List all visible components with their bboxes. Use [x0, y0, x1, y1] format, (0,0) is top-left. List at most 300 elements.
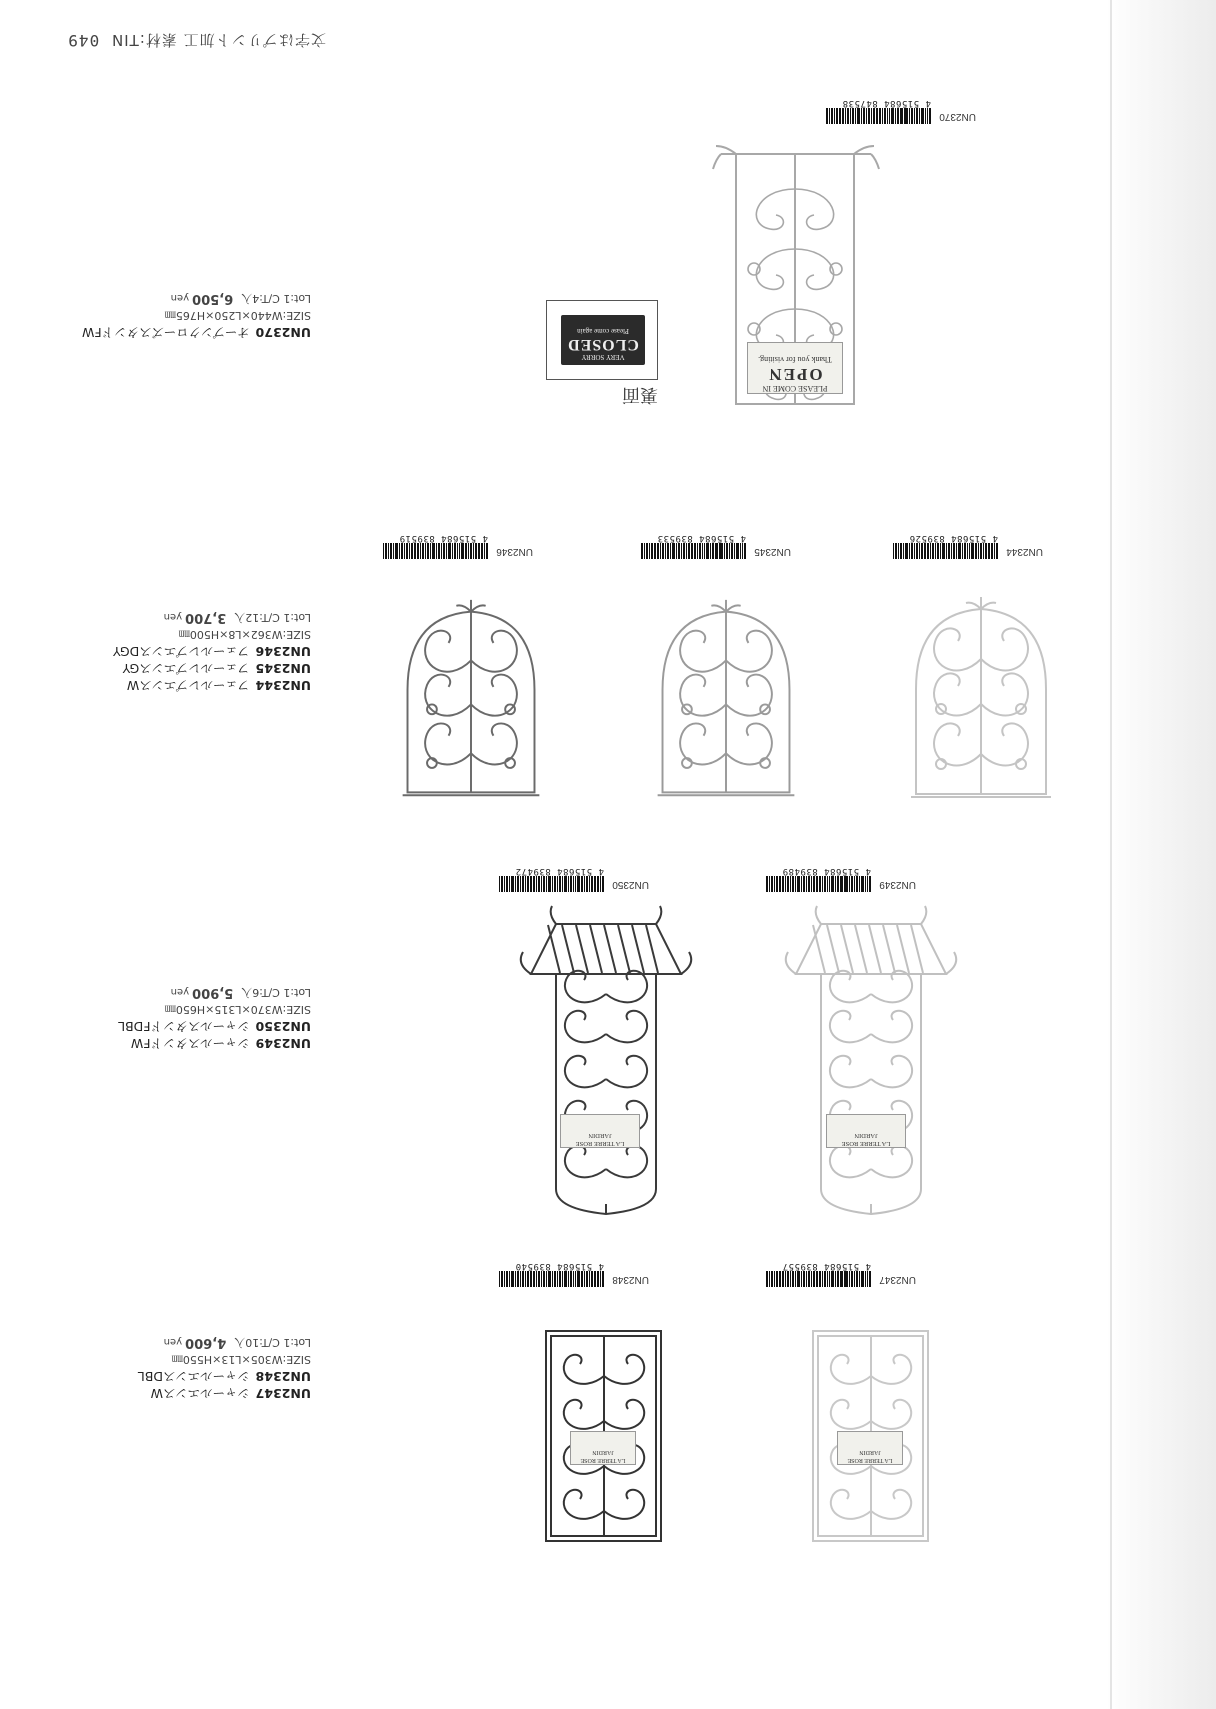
product-image-un2344 — [906, 594, 1056, 809]
barcode-bar — [849, 1271, 851, 1287]
barcode-bar — [470, 543, 472, 559]
barcode-bar — [594, 876, 596, 892]
barcode-bar — [436, 543, 437, 559]
barcode-bar — [900, 543, 902, 559]
barcode-bar — [432, 543, 435, 559]
barcode-bar — [958, 543, 961, 559]
barcode-bar — [771, 1271, 773, 1287]
plaque-line: LA TERRE ROSE — [847, 1457, 893, 1463]
barcode-bar — [406, 543, 408, 559]
open-stand-drawing — [701, 139, 876, 439]
barcode-bar — [736, 543, 739, 559]
barcode-bar — [734, 543, 735, 559]
barcode-bar — [978, 543, 979, 559]
barcode-bar — [541, 876, 542, 892]
product-image-un2370 — [701, 139, 876, 439]
barcode-bar — [851, 1271, 853, 1287]
barcode-bar — [857, 108, 860, 124]
barcode-bar — [527, 876, 529, 892]
closed-sign-frame — [546, 300, 658, 380]
plaque-un2348 — [570, 1431, 636, 1465]
barcode-bars — [498, 1261, 604, 1287]
plaque-un2347 — [837, 1431, 903, 1465]
item-name: フェールレプエンスDGY — [112, 644, 250, 659]
barcode-bar — [536, 1271, 537, 1287]
barcode-bar — [935, 543, 936, 559]
barcode-bar — [769, 876, 770, 892]
barcode-bar — [771, 876, 773, 892]
barcode-bar — [641, 543, 643, 559]
barcode-bar — [829, 876, 831, 892]
sku-label: UN2349 — [879, 879, 916, 890]
barcode-bar — [991, 543, 993, 559]
barcode-bar — [744, 543, 746, 559]
barcode-bar — [573, 1271, 574, 1287]
barcode-bar — [676, 543, 677, 559]
barcode-bar — [461, 543, 463, 559]
barcode-bar — [826, 108, 828, 124]
barcode-bar — [644, 543, 645, 559]
barcode-bar — [520, 1271, 521, 1287]
barcode-bar — [903, 108, 904, 124]
barcode-bar — [909, 543, 910, 559]
barcode-bar — [843, 1271, 844, 1287]
barcode-bar — [385, 543, 387, 559]
product-image-un2346 — [396, 597, 546, 807]
barcode-bar — [854, 1271, 855, 1287]
barcode-bar — [844, 876, 847, 892]
sign-line: Please come again — [577, 327, 629, 335]
item-price: 5,900 — [192, 985, 234, 1000]
barcode-bar — [729, 543, 730, 559]
barcode-bar — [904, 108, 907, 124]
barcode-bar — [506, 1271, 508, 1287]
item-info-un2347 — [138, 1333, 311, 1402]
header-title: 文字はプリント加工 素材:TIN — [110, 31, 326, 49]
sign-line: PLEASE COME IN — [762, 384, 828, 393]
barcode-digits: 4 515684 839533 — [657, 533, 746, 543]
price-unit: yen — [170, 986, 190, 997]
barcode-bar — [867, 876, 869, 892]
barcode-bar — [831, 108, 833, 124]
barcode-bar — [649, 543, 651, 559]
barcode-bar — [586, 1271, 588, 1287]
barcode-bar — [719, 543, 722, 559]
barcode-bar — [657, 543, 659, 559]
barcode-bar — [504, 876, 505, 892]
plaque-line: JARDIN — [854, 1132, 878, 1139]
barcode-bar — [785, 1271, 787, 1287]
barcode-bar — [861, 1271, 864, 1287]
barcode-bar — [930, 543, 931, 559]
barcode-bar — [740, 543, 741, 559]
barcode-bar — [834, 108, 836, 124]
barcode-bar — [808, 876, 810, 892]
barcode-bar — [686, 543, 687, 559]
barcode-bars — [498, 866, 604, 892]
barcode-bar — [552, 1271, 553, 1287]
barcode-bar — [795, 876, 796, 892]
barcode-bar — [404, 543, 405, 559]
barcode-bar — [559, 876, 561, 892]
barcode-bar — [854, 876, 855, 892]
barcode-bar — [575, 1271, 577, 1287]
barcode-bars — [382, 533, 488, 559]
barcode-bar — [835, 1271, 837, 1287]
barcode-bar — [911, 543, 913, 559]
barcode-bar — [975, 543, 977, 559]
barcode-bar — [546, 1271, 548, 1287]
barcode-bar — [850, 108, 851, 124]
barcode-bar — [501, 1271, 503, 1287]
item-code: UN2347 — [255, 1386, 311, 1401]
barcode-bar — [475, 543, 477, 559]
barcode-un2347 — [765, 1261, 916, 1287]
barcode-bar — [813, 876, 815, 892]
barcode-un2348 — [498, 1261, 649, 1287]
barcode-bar — [511, 876, 514, 892]
barcode-bar — [787, 876, 789, 892]
barcode-bar — [530, 1271, 532, 1287]
barcode-bar — [822, 876, 823, 892]
barcode-bar — [697, 543, 698, 559]
closed-sign-plate — [561, 315, 645, 365]
barcode-bar — [504, 1271, 505, 1287]
barcode-bar — [867, 1271, 869, 1287]
barcode-bar — [905, 543, 908, 559]
barcode-bar — [832, 876, 834, 892]
barcode-bar — [927, 543, 929, 559]
barcode-bar — [670, 543, 671, 559]
barcode-bar — [856, 1271, 858, 1287]
barcode-bar — [511, 1271, 514, 1287]
barcode-bar — [925, 108, 926, 124]
barcode-bar — [946, 543, 947, 559]
barcode-bar — [819, 876, 821, 892]
barcode-bar — [509, 876, 510, 892]
barcode-bar — [525, 876, 527, 892]
barcode-bar — [562, 876, 563, 892]
barcode-bar — [980, 543, 982, 559]
barcode-bar — [919, 543, 921, 559]
barcode-bar — [557, 876, 559, 892]
barcode-bar — [527, 1271, 529, 1287]
item-price: 3,700 — [185, 610, 227, 625]
item-lot: Lot:1 C/T:4入 — [241, 292, 311, 305]
barcode-bar — [517, 876, 519, 892]
barcode-bar — [869, 1271, 871, 1287]
barcode-bar — [515, 876, 516, 892]
item-code: UN2349 — [255, 1036, 311, 1051]
plaque-un2349 — [826, 1114, 906, 1148]
item-code: UN2346 — [255, 644, 311, 659]
barcode-bar — [895, 108, 897, 124]
barcode-bar — [425, 543, 426, 559]
sign-closed-text: CLOSED — [567, 336, 639, 353]
barcode-bar — [501, 876, 503, 892]
sku-label: UN2347 — [879, 1274, 916, 1285]
product-image-un2349 — [781, 904, 961, 1209]
barcode-bar — [909, 108, 911, 124]
barcode-bar — [929, 108, 931, 124]
barcode-bar — [538, 1271, 540, 1287]
barcode-bar — [589, 1271, 591, 1287]
open-sign-plate — [747, 342, 843, 394]
plaque-line: JARDIN — [859, 1449, 881, 1455]
barcode-bar — [533, 1271, 535, 1287]
barcode-bar — [856, 876, 858, 892]
barcode-bars — [892, 533, 998, 559]
price-unit: yen — [163, 1336, 183, 1347]
barcode-bar — [849, 876, 851, 892]
barcode-bar — [792, 1271, 794, 1287]
barcode-bar — [457, 543, 458, 559]
barcode-bar — [522, 876, 524, 892]
barcode-bar — [448, 543, 451, 559]
barcode-bar — [688, 543, 690, 559]
plaque-line: JARDIN — [592, 1449, 614, 1455]
barcode-bar — [861, 876, 864, 892]
barcode-bar — [824, 1271, 826, 1287]
barcode-bar — [851, 876, 853, 892]
barcode-bar — [785, 876, 787, 892]
barcode-bar — [836, 108, 838, 124]
barcode-bar — [876, 108, 878, 124]
barcode-un2350 — [498, 866, 649, 892]
barcode-bar — [948, 543, 950, 559]
barcode-bar — [879, 108, 881, 124]
back-side-label: 裏面 — [622, 384, 658, 405]
item-lot: Lot:1 C/T:6入 — [241, 986, 311, 999]
barcode-bar — [806, 1271, 808, 1287]
item-code: UN2345 — [255, 661, 311, 676]
barcode-bar — [782, 1271, 784, 1287]
barcode-bar — [554, 876, 556, 892]
barcode-bar — [911, 108, 913, 124]
barcode-bar — [866, 108, 868, 124]
barcode-bar — [801, 876, 802, 892]
barcode-bar — [927, 108, 929, 124]
barcode-bar — [969, 543, 971, 559]
barcode-bar — [898, 543, 899, 559]
barcode-bar — [956, 543, 957, 559]
barcode-bar — [577, 876, 579, 892]
barcode-bar — [459, 543, 461, 559]
barcode-bar — [602, 876, 604, 892]
barcode-bar — [889, 108, 891, 124]
barcode-bar — [855, 108, 856, 124]
item-lot: Lot:1 C/T:12入 — [234, 611, 311, 624]
barcode-bar — [427, 543, 429, 559]
barcode-bar — [865, 876, 866, 892]
barcode-bar — [589, 876, 591, 892]
barcode-bar — [718, 543, 719, 559]
barcode-bar — [803, 876, 805, 892]
barcode-bar — [515, 1271, 516, 1287]
barcode-bar — [541, 1271, 542, 1287]
barcode-bar — [893, 543, 895, 559]
barcode-bar — [776, 876, 778, 892]
plaque-line: JARDIN — [588, 1132, 612, 1139]
barcode-bar — [681, 543, 683, 559]
barcode-bar — [840, 876, 842, 892]
barcode-bar — [420, 543, 421, 559]
barcode-bar — [546, 876, 548, 892]
barcode-bar — [707, 543, 709, 559]
barcode-bar — [801, 1271, 802, 1287]
barcode-bar — [861, 108, 862, 124]
barcode-bar — [797, 876, 800, 892]
barcode-bar — [602, 1271, 604, 1287]
barcode-bar — [468, 543, 469, 559]
barcode-bar — [554, 1271, 556, 1287]
barcode-bar — [994, 543, 995, 559]
item-name: シャールスタンドFW — [130, 1036, 250, 1051]
barcode-bar — [570, 876, 572, 892]
barcode-bar — [829, 108, 830, 124]
barcode-bar — [774, 1271, 776, 1287]
barcode-bar — [499, 1271, 501, 1287]
barcode-bar — [538, 876, 540, 892]
barcode-bar — [932, 543, 934, 559]
barcode-bar — [742, 543, 744, 559]
page-header — [67, 30, 326, 51]
barcode-bar — [924, 543, 926, 559]
barcode-bar — [892, 108, 894, 124]
barcode-bar — [897, 108, 899, 124]
barcode-un2346 — [382, 533, 533, 559]
barcode-digits: 4 515684 839540 — [515, 1261, 604, 1271]
barcode-bar — [678, 543, 680, 559]
barcode-bar — [383, 543, 385, 559]
barcode-bar — [824, 876, 826, 892]
barcode-bar — [940, 543, 942, 559]
barcode-bar — [683, 543, 685, 559]
barcode-bar — [594, 1271, 596, 1287]
barcode-bar — [646, 543, 648, 559]
barcode-bar — [951, 543, 953, 559]
barcode-bar — [584, 1271, 585, 1287]
barcode-bar — [570, 1271, 572, 1287]
barcode-bar — [731, 543, 733, 559]
item-code: UN2350 — [255, 1019, 311, 1034]
barcode-bar — [865, 1271, 866, 1287]
barcode-bar — [422, 543, 424, 559]
barcode-bar — [782, 876, 784, 892]
barcode-bar — [564, 1271, 567, 1287]
barcode-un2344 — [892, 533, 1043, 559]
barcode-bar — [568, 876, 569, 892]
barcode-digits: 4 515684 847538 — [842, 98, 931, 108]
barcode-bar — [873, 108, 875, 124]
item-name: オープンクローズスタンドFW — [82, 325, 250, 340]
barcode-bar — [486, 543, 488, 559]
item-info-un2370 — [82, 289, 311, 341]
item-info-un2344 — [113, 608, 311, 694]
barcode-bar — [388, 543, 389, 559]
barcode-bar — [937, 543, 939, 559]
barcode-bar — [548, 876, 551, 892]
barcode-bar — [564, 876, 567, 892]
barcode-bar — [803, 1271, 805, 1287]
item-name: シャールエンスW — [150, 1386, 250, 1401]
barcode-bar — [971, 543, 973, 559]
barcode-bar — [832, 1271, 834, 1287]
item-size: SIZE:W305×L13×H550㎜ — [171, 1353, 311, 1366]
binding-shadow — [1106, 0, 1216, 1709]
barcode-bar — [844, 1271, 847, 1287]
barcode-bar — [776, 1271, 778, 1287]
barcode-bar — [842, 108, 844, 124]
barcode-bar — [921, 108, 924, 124]
barcode-bar — [829, 1271, 831, 1287]
barcode-bar — [465, 543, 467, 559]
product-image-un2345 — [651, 597, 801, 807]
barcode-bar — [797, 1271, 800, 1287]
barcode-bar — [919, 108, 920, 124]
barcode-bar — [840, 1271, 842, 1287]
barcode-bar — [847, 108, 849, 124]
barcode-bar — [533, 876, 535, 892]
item-size: SIZE:W362×L8×H500㎜ — [178, 628, 311, 641]
barcode-bar — [837, 876, 839, 892]
item-name: シャールスタンドFDBL — [118, 1019, 250, 1034]
barcode-bar — [530, 876, 532, 892]
barcode-bar — [792, 876, 794, 892]
item-size: SIZE:W370×L315×H650㎜ — [164, 1003, 311, 1016]
barcode-bar — [506, 876, 508, 892]
barcode-bar — [584, 876, 585, 892]
barcode-bars — [825, 98, 931, 124]
barcode-bar — [790, 876, 791, 892]
barcode-bar — [863, 108, 865, 124]
barcode-bar — [443, 543, 445, 559]
barcode-digits: 4 515684 839472 — [515, 866, 604, 876]
barcode-bar — [478, 543, 480, 559]
barcode-bar — [710, 543, 712, 559]
barcode-bar — [787, 1271, 789, 1287]
barcode-bar — [581, 1271, 583, 1287]
barcode-bar — [964, 543, 966, 559]
product-image-un2350 — [516, 904, 696, 1209]
barcode-bar — [454, 543, 456, 559]
barcode-bar — [985, 543, 987, 559]
barcode-bar — [409, 543, 411, 559]
barcode-bar — [845, 108, 847, 124]
barcode-bar — [575, 876, 577, 892]
barcode-bar — [811, 876, 812, 892]
barcode-bar — [953, 543, 955, 559]
item-code: UN2344 — [255, 678, 311, 693]
barcode-bar — [704, 543, 706, 559]
barcode-bar — [942, 543, 945, 559]
barcode-bar — [699, 543, 701, 559]
barcode-bar — [577, 1271, 579, 1287]
barcode-bar — [914, 108, 915, 124]
barcode-bar — [837, 1271, 839, 1287]
barcode-digits: 4 515684 839557 — [782, 1261, 871, 1271]
barcode-bar — [887, 108, 888, 124]
barcode-digits: 4 515684 839526 — [909, 533, 998, 543]
barcode-bar — [557, 1271, 559, 1287]
barcode-bar — [988, 543, 990, 559]
barcode-bar — [543, 876, 545, 892]
barcode-bar — [651, 543, 653, 559]
sku-label: UN2345 — [754, 546, 791, 557]
item-name: フェールレプエンスW — [126, 678, 250, 693]
barcode-bar — [869, 876, 871, 892]
sign-line: VERY SORRY — [581, 353, 625, 361]
